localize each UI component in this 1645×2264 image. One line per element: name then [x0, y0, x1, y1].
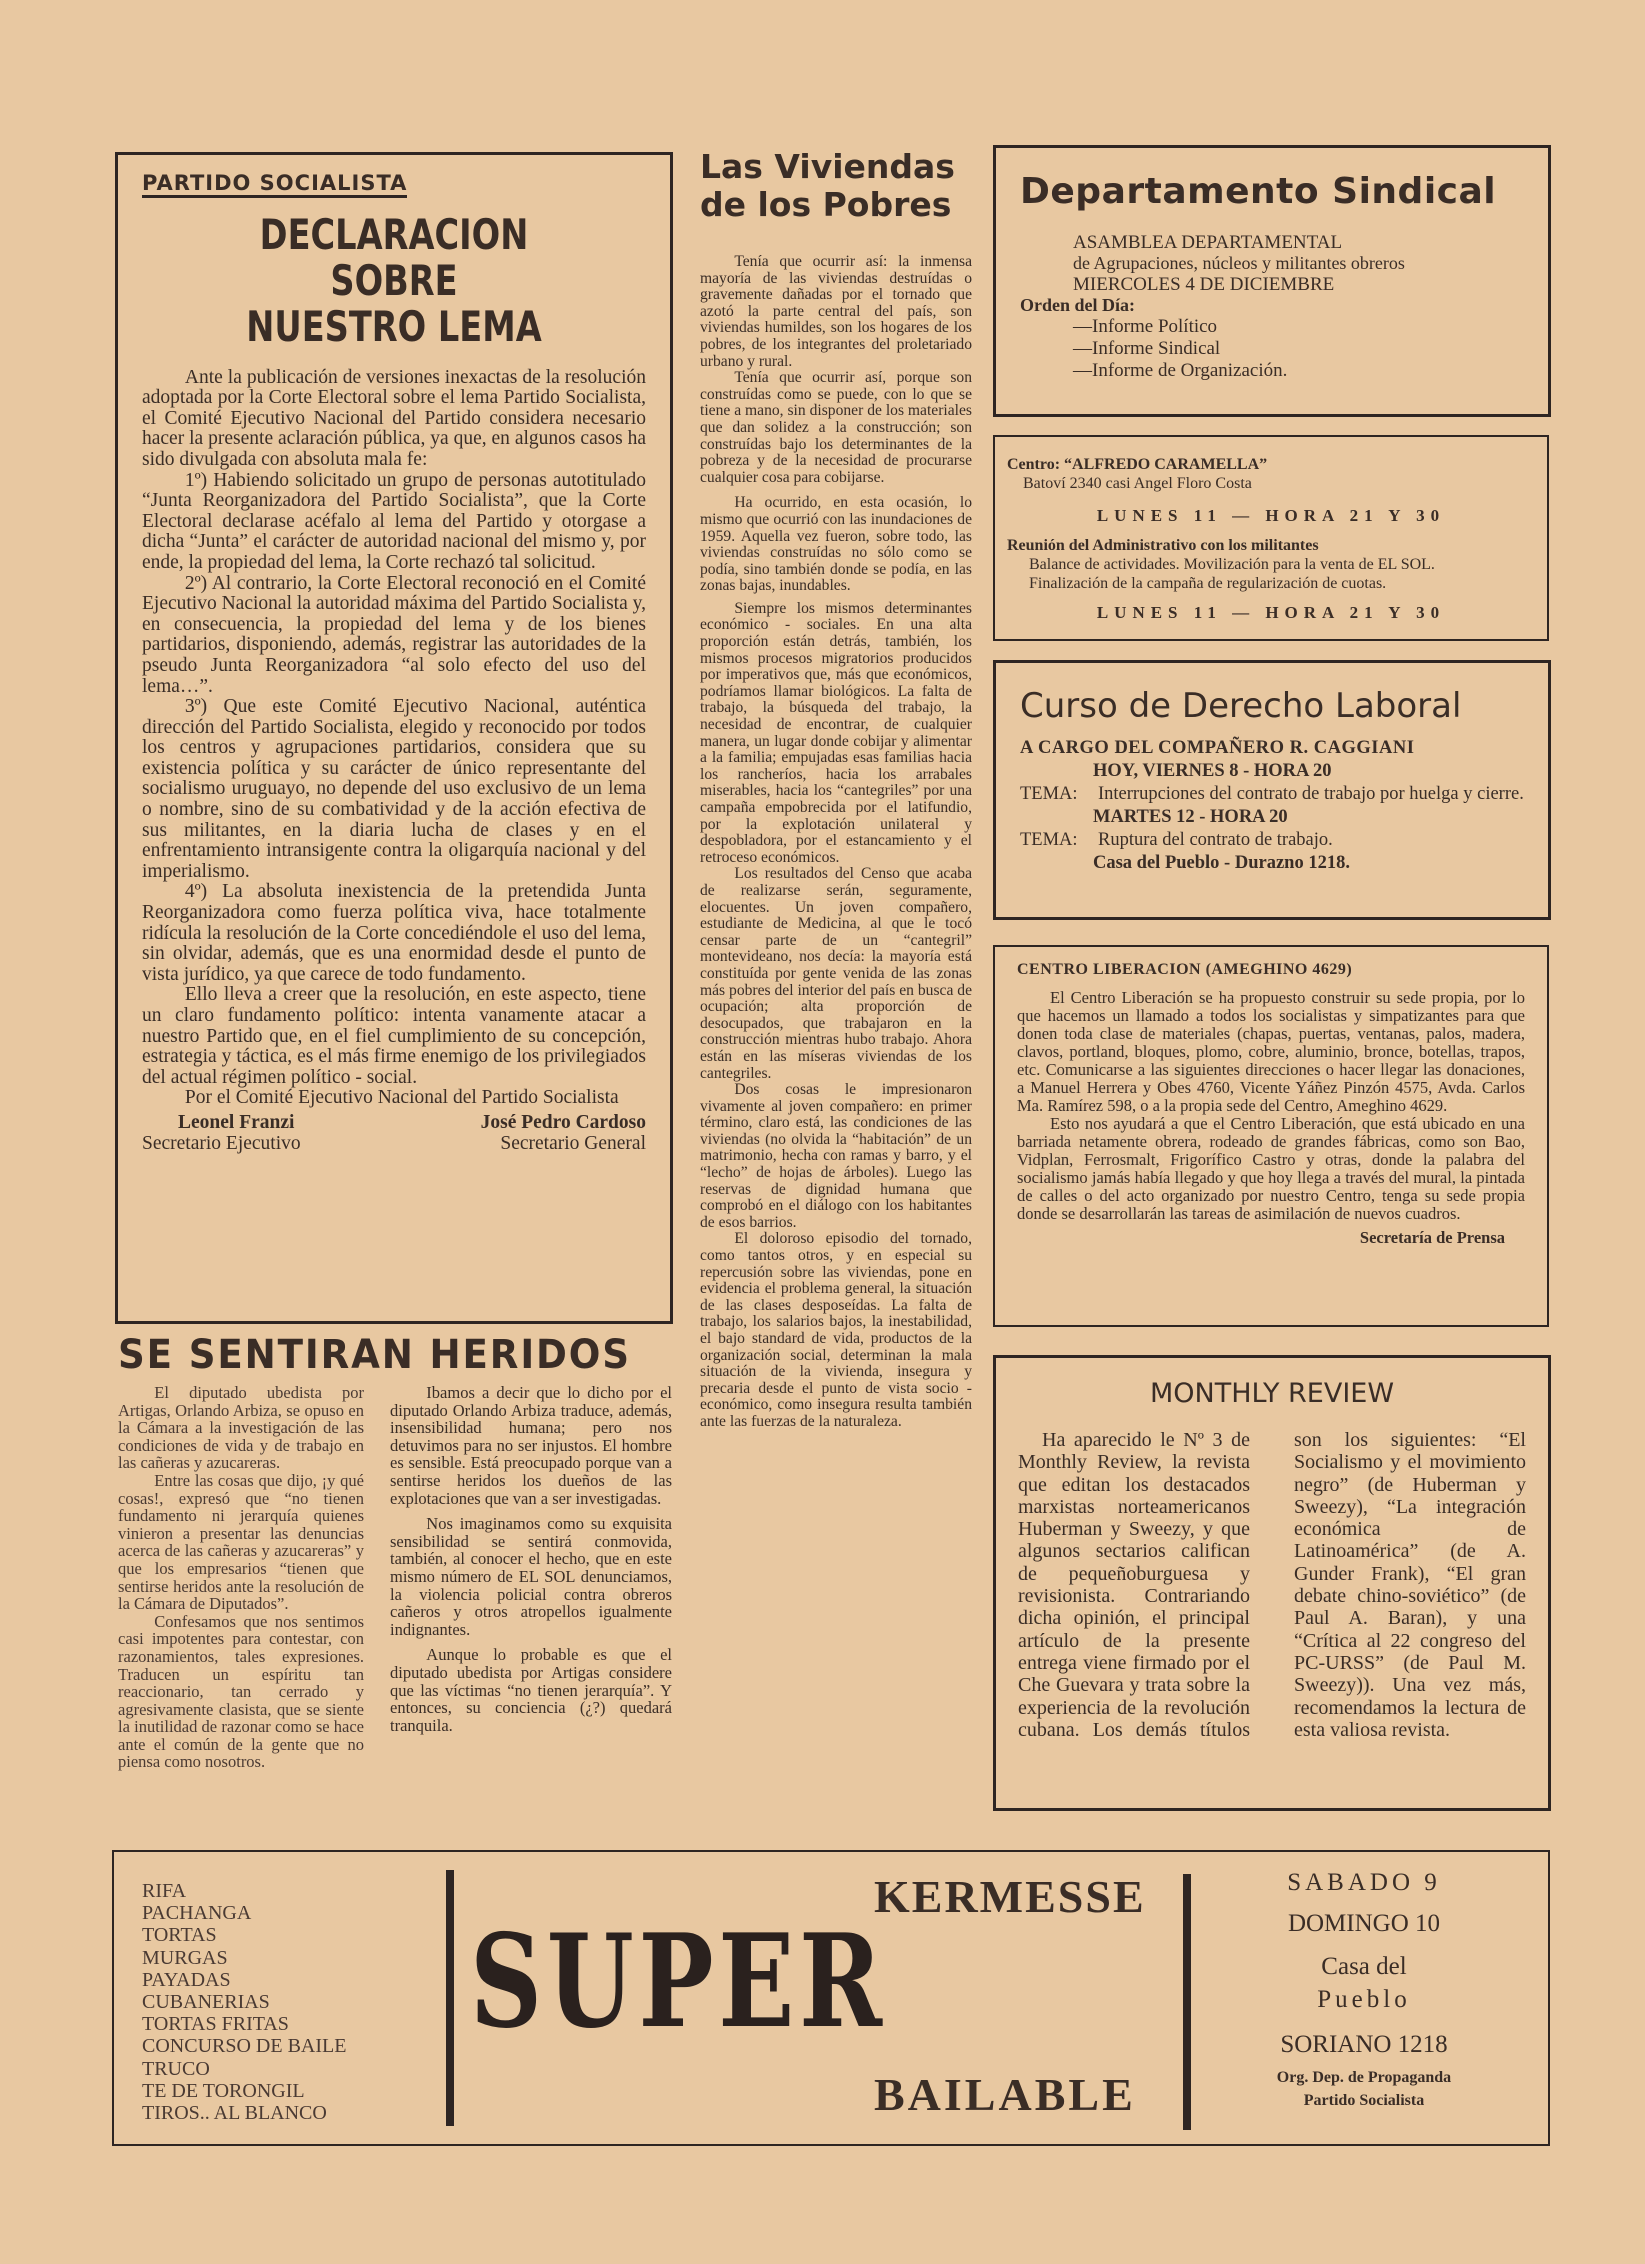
event-place: Pueblo — [1317, 1986, 1411, 2013]
review-text: Ha aparecido le Nº 3 de Monthly Review, la revista que editan los destacados marxistas norteamericanos Huberman y Sweezy, y que algunos sectarios califican de pequeñoburguesa y revisionista. Contrariando dicha opinión, el principal artículo de la presente entrega viene firmado por el Che Guevara y trata sobre la experiencia de la revolución cubana. Los demás títulos son los siguientes: “El Socialismo y el movimiento negro” (de Huberman y Sweezy), “La integración económica de Latinoamérica” (de A. Gunder Frank), “El gran debate chino-soviético” (de Paul A. Baran), y una “Crítica al 22 congreso del PC-URSS” (de Paul M. Sweezy)). Una vez más, recomendamos la lectura de esta valiosa revista. — [1018, 1429, 1526, 1741]
headline-line-1: DECLARACION SOBRE — [259, 209, 529, 305]
kicker: PARTIDO SOCIALISTA — [142, 173, 407, 198]
paragraph: Ante la publicación de versiones inexactas de la resolución adoptada por la Corte Electoral sobre el lema Partido Socialista, el Comité Ejecutivo Nacional del Partido considera necesario hacer la presente aclaración pública, ya que, en algunos casos ha sido divulgada con absoluta mala fe: — [142, 366, 646, 470]
liberacion-notice — [993, 945, 1549, 1327]
declaracion-article — [115, 152, 673, 1324]
signer-2 — [481, 1113, 646, 1154]
monthly-review-notice — [993, 1355, 1551, 1811]
meeting-title: Reunión del Administrativo con los militantes — [1007, 537, 1319, 554]
divider — [1183, 1874, 1191, 2130]
course-place: Casa del Pueblo - Durazno 1218. — [1093, 853, 1350, 873]
paragraph: 4º) La absoluta inexistencia de la pretendida Junta Reorganizadora como fuerza política viva, hace totalmente ridícula la resolución de la Corte concediéndole el uso del lema, sin olvidar, además, que es una enormidad desde el punto de vista jurídico, ya que carece de todo fundamento. — [142, 881, 646, 985]
meeting-time: LUNES 11 — HORA 21 Y 30 — [1096, 603, 1446, 622]
agenda-item: —Informe de Organización. — [1073, 360, 1288, 381]
course-date: HOY, VIERNES 8 - HORA 20 — [1093, 761, 1332, 781]
activity: PAYADAS — [142, 1968, 231, 1991]
headline-line-1: Las Viviendas — [700, 147, 955, 186]
signer-name: José Pedro Cardoso — [480, 1111, 646, 1133]
activity: TE DE TORONGIL — [142, 2079, 305, 2102]
notice-title: Curso de Derecho Laboral — [1020, 686, 1462, 726]
activity: TIROS.. AL BLANCO — [142, 2102, 327, 2125]
headline-line-2: de los Pobres — [700, 185, 952, 224]
kermesse-word: KERMESSE — [874, 1871, 1146, 1922]
notice-line: MIERCOLES 4 DE DICIEMBRE — [1073, 274, 1335, 295]
paragraph: Esto nos ayudará a que el Centro Liberación, que está ubicado en una barriada netamente obrera, rodeado de grandes fábricas, como son Bao, Vidplan, Ferrosmalt, Frigorífico Castro y otras, donde la palabra del socialismo jamás había llegado y que hoy llega a través del mural, la pintada de calles o del acto organizado por nuestro Centro, tenga su sede propia donde se desarrollarán las tareas de asimilación de nuevos cuadros. — [1017, 1114, 1525, 1223]
event-place: Casa del — [1321, 1953, 1407, 1980]
headline-line-2: NUESTRO LEMA — [246, 301, 542, 351]
signer-role: Secretario General — [500, 1132, 646, 1154]
bailable-word: BAILABLE — [874, 2069, 1136, 2120]
event-day: SABADO 9 — [1287, 1869, 1441, 1896]
tema-label: TEMA: — [1020, 830, 1078, 850]
paragraph: 2º) Al contrario, la Corte Electoral reconoció en el Comité Ejecutivo Nacional la autoridad máxima del Partido Socialista y, en consecuencia, la propiedad del lema y de los bienes partidarios, disponiendo, además, registrar las autoridades de la pseudo Junta Reorganizadora “al solo efecto del uso del lema…”. — [142, 572, 646, 697]
paragraph: Ha ocurrido, en esta ocasión, lo mismo que ocurrió con las inundaciones de 1959. Aquella vez fueron, sobre todo, las viviendas construídas no sólo como se podía, sino también donde se podía, en las zonas bajas, inundables. — [700, 494, 972, 595]
kermesse-ad — [112, 1850, 1550, 2146]
paragraph: Confesamos que nos sentimos casi impotentes para contestar, con razonamientos, tales expresiones. Traducen un espíritu tan reaccionario, tan cerrado y agresivamente clasista, que se siente la inutilidad de razonar como se hace ante el común de la gente que no piensa como nosotros. — [118, 1611, 364, 1772]
paragraph: Siempre los mismos determinantes económico - sociales. En una alta proporción están detrás, también, los mismos procesos migratorios producidos por imperativos que, más que económicos, podríamos llamar biológicos. La falta de trabajo, la búsqueda del trabajo, la necesidad de encontrar, de cualquier manera, un lugar donde cobijar y alimentar a la familia; empujadas esas familias hacia los rancheríos, hacia los arrabales miserables, hacia los “cantegriles” por una campaña empobrecida por el latifundio, por la explotación unilateral y despobladora, por el estancamiento y el retroceso económicos. — [700, 599, 972, 866]
paragraph: Por el Comité Ejecutivo Nacional del Partido Socialista — [184, 1087, 619, 1109]
notice-title: Departamento Sindical — [1020, 171, 1497, 212]
agenda-item: —Informe Sindical — [1073, 338, 1221, 359]
heridos-article — [118, 1332, 680, 1822]
organizer: Org. Dep. de Propaganda — [1276, 2069, 1452, 2086]
event-address: SORIANO 1218 — [1280, 2031, 1448, 2058]
course-instructor: A CARGO DEL COMPAÑERO R. CAGGIANI — [1020, 738, 1415, 758]
tema-text: Interrupciones del contrato de trabajo por huelga y cierre. — [1098, 784, 1524, 804]
agenda-label: Orden del Día: — [1020, 295, 1135, 315]
activities-list — [142, 1880, 346, 2124]
notice-line: ASAMBLEA DEPARTAMENTAL — [1073, 232, 1343, 253]
signer-role: Secretario Ejecutivo — [142, 1132, 301, 1154]
paragraph: 1º) Habiendo solicitado un grupo de personas autotitulado “Junta Reorganizadora del Partido Socialista”, que la Corte Electoral declarase acéfalo al lema del Partido y otorgase a dicha “Junta” el carácter de autoridad nacional del mismo y, por ende, la propiedad del lema, la Corte rechazó tal solicitud. — [142, 469, 646, 573]
paragraph: El diputado ubedista por Artigas, Orlando Arbiza, se opuso en la Cámara a la investigación de las condiciones de vida y de trabajo en las cañeras y azucareras. — [118, 1383, 364, 1473]
notice-line: de Agrupaciones, núcleos y militantes obreros — [1073, 253, 1405, 273]
paragraph: El Centro Liberación se ha propuesto construir su sede propia, por lo que hacemos un llamado a todos los socialistas y simpatizantes para que donen toda clase de materiales (chapas, puertas, ventanas, palos, madera, clavos, portland, bloques, plomo, cobre, aluminio, bronce, botellas, trapos, etc. Comunicarse a las siguientes direcciones o hacer llegar las donaciones, a Manuel Herrera y Obes 4760, Vicente Yáñez Pinzón 4575, Avda. Carlos Ma. Ramírez 598, o a la propia sede del Centro, Ameghino 4629. — [1017, 988, 1525, 1115]
event-details — [1214, 1866, 1514, 2111]
paragraph: Ello lleva a creer que la resolución, en este aspecto, tiene un claro fundamento político: intenta vanamente atacar a nuestro Partido que, en el fiel cumplimiento de su concepción, estrategia y táctica, es el más firme enemigo de los privilegiados del actual régimen político - social. — [142, 984, 646, 1088]
activity: TRUCO — [142, 2057, 210, 2080]
paragraph: Tenía que ocurrir así: la inmensa mayoría de las viviendas destruídas o gravemente dañadas por el tornado que azotó la parte central del país, son viviendas humildes, son los hogares de los pobres, de los integrantes del proletariado urbano y rural. — [700, 253, 972, 370]
sindical-notice — [993, 145, 1551, 417]
paragraph: Los resultados del Censo que acaba de realizarse serán, seguramente, elocuentes. Un joven compañero, estudiante de Medicina, al que le tocó censar parte de un “cantegril” montevideano, nos decía: la mayoría está constituída por gente venida de las zonas más pobres del interior del país en busca de ocupación; alta proporción de desocupados, que trabajaron en la construcción mientras hubo trabajo. Ahora están en las míseras viviendas de los cantegriles. — [700, 865, 972, 1082]
meeting-detail: Finalización de la campaña de regularización de cuotas. — [1029, 575, 1387, 592]
organizer: Partido Socialista — [1303, 2092, 1425, 2109]
headline: SE SENTIRAN HERIDOS — [118, 1332, 631, 1378]
paragraph: Entre las cosas que dijo, ¡y qué cosas!, expresó que “no tienen fundamento ni jerarquía quienes vinieron a presentar las denuncias acerca de las cañeras y azucareras” y que los empresarios “tienen que sentirse heridos ante la resolución de la Cámara de Diputados”. — [118, 1470, 364, 1614]
signer-name: Leonel Franzi — [178, 1111, 295, 1133]
paragraph: 3º) Que este Comité Ejecutivo Nacional, auténtica dirección del Partido Socialista, elegido y reconocido por todos los centros y agrupaciones partidarios, considera que su existencia política y su carácter de único representante del socialismo uruguayo, no depende del uso exclusivo de un lema o nombre, sino de su combatividad y de la acción efectiva de sus militantes, en la diaria lucha de clases y en el enfrentamiento intransigente contra la oligarquía nacional y del imperialismo. — [142, 696, 646, 882]
paragraph: Dos cosas le impresionaron vivamente al joven compañero: en primer término, claro está, las condiciones de las viviendas (no olvida la “habitación” de un matrimonio, hecha con ramas y barro, y el “lecho” de hojas de árboles). Luego las reservas de dignidad humana que comprobó en el diálogo con los habitantes de esos barrios. — [700, 1081, 972, 1231]
meeting-detail: Balance de actividades. Movilización para la venta de EL SOL. — [1029, 556, 1435, 573]
centro-name: Centro: “ALFREDO CARAMELLA” — [1007, 456, 1268, 473]
activity: RIFA — [142, 1880, 187, 1902]
paragraph: Ibamos a decir que lo dicho por el diputado Orlando Arbiza traduce, además, insensibilidad humana; pero nos detuvimos para no ser injustos. El hombre es sensible. Está preocupado porque van a sentirse heridos los dueños de las explotaciones que van a ser investigadas. — [390, 1383, 672, 1508]
activity: TORTAS — [142, 1924, 217, 1947]
meeting-time: LUNES 11 — HORA 21 Y 30 — [1096, 506, 1446, 525]
activity: PACHANGA — [142, 1902, 252, 1925]
caramella-notice — [993, 435, 1549, 641]
activity: CUBANERIAS — [142, 1991, 270, 2014]
agenda-item: —Informe Político — [1073, 316, 1218, 337]
paragraph: Tenía que ocurrir así, porque son construídas como se puede, con lo que se tiene a mano, sin disponer de los materiales que dan solidez a la construcción; son construídas bajo los determinantes de la pobreza y de la necesidad de procurarse cualquier cosa para cobijarse. — [700, 369, 972, 486]
curso-notice — [993, 660, 1551, 920]
tema-text: Ruptura del contrato de trabajo. — [1098, 830, 1333, 850]
paragraph: Nos imaginamos como su exquisita sensibilidad se sentirá conmovida, también, al conocer el hecho, que en este mismo número de EL SOL denunciamos, la violencia policial contra obreros cañeros y otros atropellos igualmente indignantes. — [390, 1514, 672, 1639]
course-date: MARTES 12 - HORA 20 — [1093, 807, 1288, 827]
tema-label: TEMA: — [1020, 784, 1078, 804]
activity: MURGAS — [142, 1946, 228, 1969]
viviendas-article — [700, 148, 972, 1828]
activity: TORTAS FRITAS — [142, 2013, 289, 2036]
divider — [446, 1870, 454, 2126]
signature: Secretaría de Prensa — [1359, 1228, 1505, 1247]
event-day: DOMINGO 10 — [1287, 1910, 1441, 1937]
signer-1 — [142, 1113, 301, 1154]
super-word: SUPER — [470, 1907, 887, 2057]
paragraph: Aunque lo probable es que el diputado ubedista por Artigas considere que las víctimas “no tienen jerarquía”. Y entonces, su conciencia (¿?) quedará tranquila. — [390, 1645, 672, 1735]
centro-address: Batoví 2340 casi Angel Floro Costa — [1023, 475, 1252, 492]
paragraph: El doloroso episodio del tornado, como tantos otros, y en especial su repercusión sobre las viviendas, pone en evidencia el problema general, la situación de las clases desposeídas. La falta de trabajo, los salarios bajos, la inestabilidad, el bajo standard de vida, productos de la organización social, determinan la mala situación de la vivienda, insegura y precaria desde el punto de vista socio - económico, como insegura resulta también ante las fuerzas de la naturaleza. — [700, 1230, 972, 1430]
notice-title: CENTRO LIBERACION (AMEGHINO 4629) — [1017, 961, 1353, 978]
activity: CONCURSO DE BAILE — [142, 2035, 347, 2058]
notice-title: MONTHLY REVIEW — [1149, 1378, 1395, 1409]
